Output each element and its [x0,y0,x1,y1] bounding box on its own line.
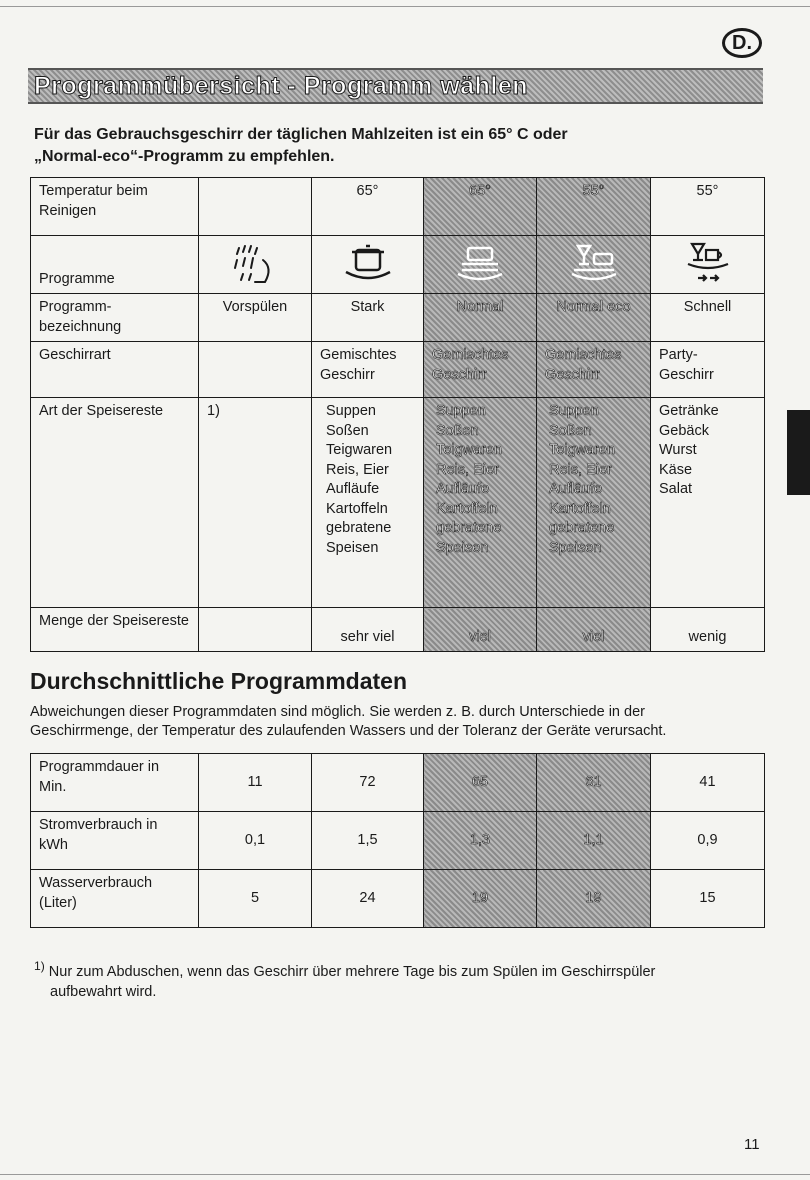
banner-title: Programmübersicht - Programm wählen [34,72,529,100]
dish-type-schnell: Party- Geschirr [651,342,765,398]
intro-line-2: „Normal-eco“-Programm zu empfehlen. [34,148,335,165]
table-row [31,812,765,870]
plates-icon [450,240,510,286]
table-row [31,754,765,812]
thumb-index-tab [787,410,810,495]
section-desc-line-1: Abweichungen dieser Programmdaten sind möglich. Sie werden z. B. durch Unterschiede in der [30,704,645,720]
footnote [34,956,655,1002]
data-row-label: Stromverbrauch in kWh [31,812,199,870]
intro-line-1: Für das Gebrauchsgeschirr der täglichen Mahlzeiten ist ein 65° C oder [34,126,568,143]
program-name-normal-eco: Normal eco [537,294,651,342]
icon-cell-stark [312,236,424,294]
pot-icon [338,240,398,286]
glass-cup-fast-icon [678,240,738,286]
data-cell: 0,9 [651,812,765,870]
data-cell: 65 [424,754,537,812]
temp-schnell: 55° [651,178,765,236]
data-cell: 19 [424,870,537,928]
data-cell: 72 [312,754,424,812]
footnote-line-1: $^{1)}$ Nur zum Abduschen, wenn das Geschirr über mehrere Tage bis zum Spülen im Geschirrspüler [34,959,656,980]
section-title: Durchschnittliche Programmdaten [30,668,408,694]
data-cell: 24 [312,870,424,928]
glass-plates-icon [564,240,624,286]
residue-type-schnell: Getränke Gebäck Wurst Käse Salat [651,398,765,608]
dish-type-normal: Gemischtes Geschirr [424,342,537,398]
dish-type-stark: Gemischtes Geschirr [312,342,424,398]
language-badge: D. [722,28,762,58]
section-description [30,703,770,741]
temp-stark: 65° [312,178,424,236]
temp-normal-eco: 55° [537,178,651,236]
program-data-table [30,753,765,928]
data-cell: 5 [199,870,312,928]
residue-type-stark: Suppen Soßen Teigwaren Reis, Eier Aufläufe Kartoffeln gebratene Speisen [312,398,424,608]
residue-amount-stark: sehr viel [312,608,424,652]
footnote-marker: 1) [34,959,45,973]
data-cell: 11 [199,754,312,812]
data-cell: 0,1 [199,812,312,870]
row-label-dish-type: Geschirrart [31,342,199,398]
footnote-line-2: aufbewahrt wird. [50,983,157,1000]
data-cell: 1,3 [424,812,537,870]
data-row-label: Wasserverbrauch (Liter) [31,870,199,928]
icon-cell-normal-eco [537,236,651,294]
intro-text [34,124,568,168]
temp-normal: 65° [424,178,537,236]
icon-cell-normal [424,236,537,294]
residue-amount-normal-eco: viel [537,608,651,652]
residue-amount-prerinse [199,608,312,652]
dish-type-prerinse [199,342,312,398]
page-number: 11 [744,1136,760,1153]
data-cell: 41 [651,754,765,812]
icon-cell-schnell [651,236,765,294]
data-cell: 1,5 [312,812,424,870]
section-desc-line-2: Geschirrmenge, der Temperatur des zulaufenden Wassers und der Toleranz der Geräte verursacht. [30,723,667,739]
residue-amount-schnell: wenig [651,608,765,652]
row-label-program-name: Programm-bezeichnung [31,294,199,342]
residue-type-prerinse: 1) [199,398,312,608]
top-rule [0,6,810,7]
program-name-stark: Stark [312,294,424,342]
row-label-temperature: Temperatur beim Reinigen [31,178,199,236]
row-label-programs: Programme [31,236,199,294]
bottom-rule [0,1174,810,1175]
row-label-residue-type: Art der Speisereste [31,398,199,608]
program-name-schnell: Schnell [651,294,765,342]
data-cell: 61 [537,754,651,812]
data-row-label: Programmdauer in Min. [31,754,199,812]
icon-cell-prerinse [199,236,312,294]
residue-type-normal: Suppen Soßen Teigwaren Reis, Eier Aufläufe Kartoffeln gebratene Speisen [424,398,537,608]
residue-type-normal-eco: Suppen Soßen Teigwaren Reis, Eier Aufläufe Kartoffeln gebratene Speisen [537,398,651,608]
program-name-normal: Normal [424,294,537,342]
data-cell: 1,1 [537,812,651,870]
row-label-residue-amount: Menge der Speisereste [31,608,199,652]
data-cell: 19 [537,870,651,928]
residue-amount-normal: viel [424,608,537,652]
temp-prerinse [199,178,312,236]
prerinse-spray-icon [225,240,285,286]
data-cell: 15 [651,870,765,928]
table-row [31,870,765,928]
program-overview-table [30,177,765,652]
program-name-prerinse: Vorspülen [199,294,312,342]
section-banner [28,68,763,104]
dish-type-normal-eco: Gemischtes Geschirr [537,342,651,398]
